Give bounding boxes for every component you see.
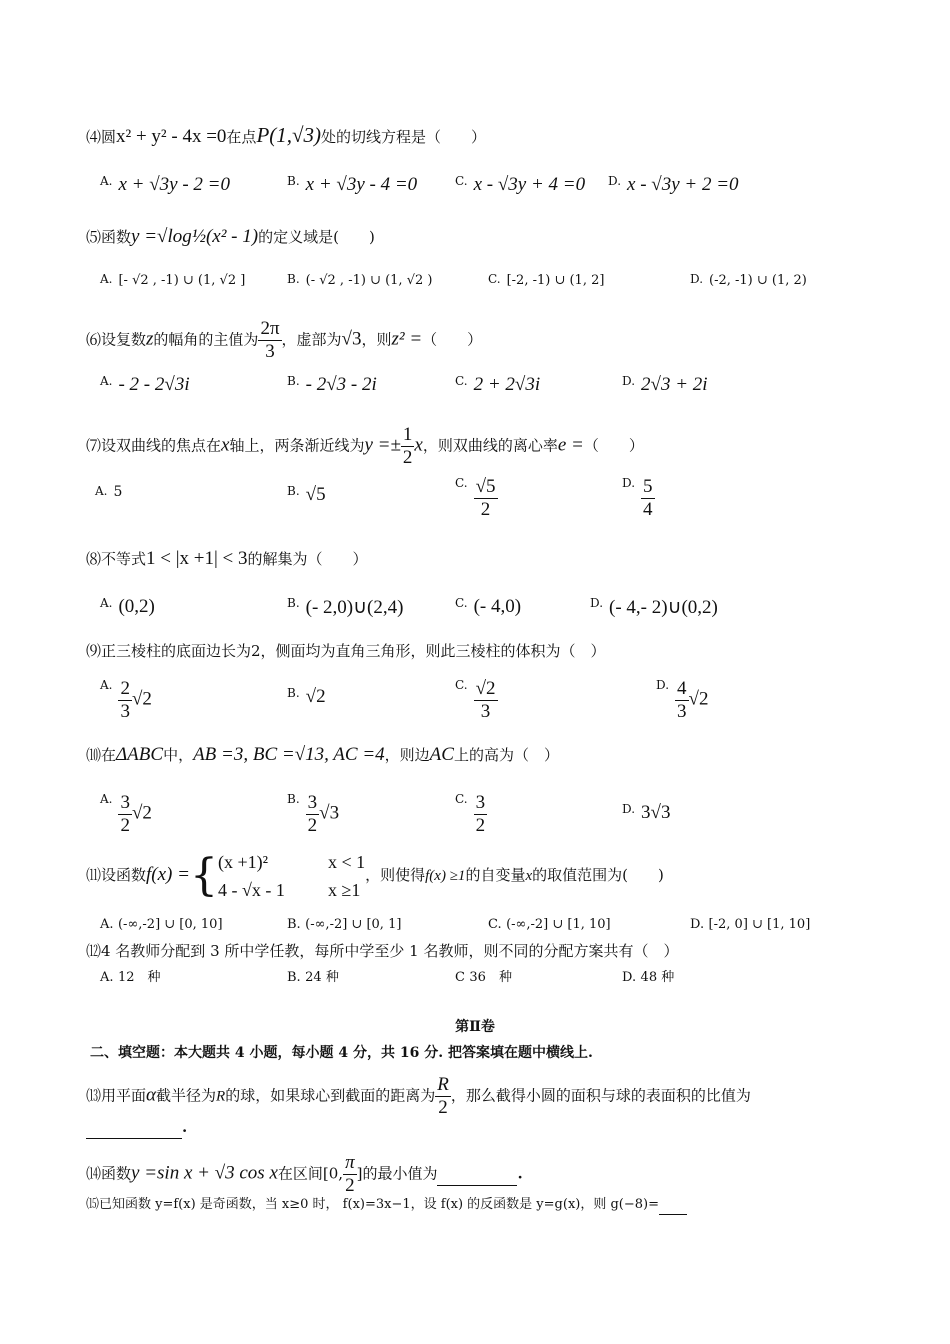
q6-imag: √3 (341, 328, 362, 350)
q6-suffix: （ ） (422, 330, 483, 349)
q15-answer-blank[interactable] (659, 1192, 687, 1215)
q7-mid2: ，则双曲线的离心率 (422, 436, 558, 455)
option-label: C. (455, 476, 468, 490)
option-label: B. (287, 272, 300, 286)
question-10 (86, 744, 950, 766)
q7-suffix: （ ） (583, 436, 644, 455)
denominator: 2 (438, 1097, 448, 1118)
q10-option-b[interactable] (287, 792, 339, 837)
option-value: 2 + 2√3i (473, 374, 541, 395)
denominator: 2 (402, 447, 413, 468)
numerator: √5 (475, 476, 496, 497)
numerator: 1 (402, 424, 413, 445)
q7-eq: y =± (364, 434, 401, 456)
q11-option-c[interactable] (488, 916, 611, 932)
q13-prefix: ⒀用平面 (86, 1086, 147, 1105)
question-11 (86, 846, 950, 905)
denominator: 3 (480, 701, 491, 722)
q8-option-a[interactable] (100, 596, 155, 618)
option-value: (- 2,0)∪(2,4) (305, 597, 404, 618)
option-label: C. (488, 272, 501, 286)
q7-mid: 轴上，两条渐近线为 (229, 436, 365, 455)
q12-option-d[interactable] (622, 966, 674, 985)
q11-piecewise (218, 848, 365, 904)
q10-side: AC (429, 744, 454, 765)
q6-mid2: ，虚部为 (281, 330, 342, 349)
q6-target: z² = (391, 328, 423, 350)
q4-option-d[interactable] (608, 174, 739, 196)
question-9 (86, 640, 950, 662)
question-5 (86, 226, 950, 248)
option-value: 12 种 (117, 970, 161, 985)
q12-option-c[interactable] (455, 966, 512, 985)
option-tail: √3 (319, 802, 340, 824)
q4-prefix: ⑷圆 (86, 128, 117, 146)
option-label: B. (287, 174, 300, 188)
option-value: x - √3y + 2 =0 (627, 174, 739, 195)
option-value: 36 种 (469, 970, 512, 985)
q10-option-d[interactable] (622, 802, 670, 824)
q8-option-c[interactable] (455, 596, 521, 618)
option-value: (- √2 , -1) ∪ (1, √2 ) (305, 273, 433, 288)
option-label: D. (656, 678, 670, 692)
option-value: 24 种 (305, 970, 339, 985)
q14-interval-right: ] (356, 1164, 363, 1183)
option-label: D. (608, 174, 622, 188)
q11-prefix: ⑾设函数 (86, 866, 147, 884)
numerator: 5 (643, 476, 653, 497)
q4-point: P(1,√3) (256, 123, 322, 147)
option-value: (- 4,0) (473, 596, 522, 617)
option-label: D. (622, 476, 636, 490)
numerator: √2 (475, 678, 496, 699)
numerator: 4 (677, 678, 687, 699)
q14-end: . (517, 1164, 523, 1183)
q11-cond2: x ≥1 (327, 880, 361, 900)
q10-triangle: ΔABC (116, 744, 164, 765)
option-tail: √2 (131, 688, 152, 710)
q10-mid2: ，则边 (384, 746, 430, 764)
q14-suffix: 的最小值为 (362, 1164, 438, 1183)
q4-mid: 在点 (226, 128, 257, 146)
q4-option-c[interactable] (455, 174, 585, 196)
q5-suffix: 的定义域是( ) (258, 228, 375, 246)
q13-mid2: 的球，如果球心到截面的距离为 (225, 1086, 436, 1105)
q4-suffix: 处的切线方程是（ ） (321, 128, 487, 146)
q10-conditions: AB =3, BC =√13, AC =4 (193, 744, 385, 765)
option-value: 3√3 (641, 802, 671, 823)
q6-option-d[interactable] (622, 374, 708, 396)
q5-prefix: ⑸函数 (86, 228, 132, 246)
option-label: B. (287, 970, 301, 985)
option-value: 2√3 + 2i (641, 374, 708, 395)
option-label: B. (287, 917, 301, 932)
option-value: (- 4,- 2)∪(0,2) (609, 597, 718, 618)
q13-end: . (182, 1118, 188, 1136)
option-value: [- √2 , -1) ∪ (1, √2 ] (118, 273, 246, 288)
option-label: A. (100, 970, 114, 985)
denominator: 2 (307, 815, 318, 836)
q7-target: e = (557, 434, 584, 456)
q11-inequality: f(x) ≥1 (425, 868, 466, 884)
q6-prefix: ⑹设复数 (86, 330, 147, 349)
q4-option-a[interactable] (100, 174, 230, 196)
option-label: C (455, 970, 465, 985)
question-6 (86, 318, 950, 363)
q5-option-c[interactable] (488, 272, 604, 288)
q14-prefix: ⒁函数 (86, 1164, 132, 1183)
option-fraction (641, 476, 655, 521)
q11-piece1: (x +1)² (217, 852, 268, 872)
option-fraction (474, 792, 488, 837)
q6-option-a[interactable] (100, 374, 190, 396)
option-value: [-2, 0] ∪ [1, 10] (708, 917, 811, 932)
option-label: C. (455, 374, 468, 388)
option-label: D. (622, 802, 636, 816)
numerator: 3 (475, 792, 486, 813)
numerator: 3 (120, 792, 130, 813)
option-label: C. (488, 917, 502, 932)
q7-option-b[interactable] (287, 484, 326, 506)
q11-fx: f(x) = (146, 864, 190, 885)
numerator: 2π (260, 318, 280, 339)
option-label: C. (455, 596, 468, 610)
q8-option-b[interactable] (287, 596, 403, 619)
q9-option-d[interactable] (656, 678, 708, 723)
denominator: 3 (265, 341, 275, 362)
section-heading: 二、填空题：本大题共 4 小题，每小题 4 分，共 16 分. 把答案填在题中横线上. (90, 1045, 593, 1061)
question-4 (86, 124, 950, 148)
q13-alpha: α (146, 1084, 156, 1106)
q11-cond1: x < 1 (327, 852, 366, 872)
option-fraction (675, 678, 689, 723)
option-label: A. (100, 596, 113, 610)
option-label: A. (100, 678, 113, 692)
q6-option-c[interactable] (455, 374, 540, 396)
denominator: 2 (480, 499, 491, 520)
option-value: 48 种 (640, 970, 675, 985)
option-label: A. (100, 272, 113, 286)
q7-eq2: x (414, 434, 423, 456)
numerator: R (437, 1074, 449, 1095)
q6-option-b[interactable] (287, 374, 377, 396)
q7-option-a[interactable] (95, 484, 122, 500)
option-tail: √2 (688, 688, 709, 710)
q11-var: x (525, 868, 533, 884)
option-value: - 2 - 2√3i (118, 374, 190, 395)
q10-option-c[interactable] (455, 792, 487, 837)
option-label: A. (95, 484, 108, 498)
q11-option-a[interactable] (100, 916, 223, 932)
q4-option-b[interactable] (287, 174, 417, 196)
option-value: √2 (305, 686, 326, 707)
q7-option-d[interactable] (622, 476, 655, 521)
q8-option-d[interactable] (590, 596, 718, 619)
q7-slope-fraction (401, 424, 415, 469)
q6-arg-fraction (258, 318, 281, 363)
q5-function: y =√log½(x² - 1) (131, 226, 259, 247)
option-label: A. (100, 174, 113, 188)
q13-answer-line (86, 1116, 950, 1139)
option-value: - 2√3 - 2i (305, 374, 377, 395)
q5-option-b[interactable] (287, 272, 432, 288)
q13-distance-fraction (435, 1074, 451, 1119)
option-fraction (118, 792, 132, 837)
left-brace-icon: { (189, 850, 218, 901)
option-label: B. (287, 374, 300, 388)
q6-mid: 的幅角的主值为 (153, 330, 259, 349)
q7-option-c[interactable] (455, 476, 498, 521)
option-label: B. (287, 792, 300, 806)
q13-answer-blank[interactable] (86, 1116, 182, 1139)
option-value: (-2, -1) ∪ (1, 2) (709, 273, 807, 288)
option-fraction (474, 678, 498, 723)
option-value: (-∞,-2] ∪ [1, 10] (506, 917, 611, 932)
option-label: C. (455, 174, 468, 188)
numerator: π (345, 1152, 355, 1173)
q8-prefix: ⑻不等式 (86, 550, 147, 568)
q11-piece2: 4 - √x - 1 (217, 880, 285, 900)
q15-text: ⒂已知函数 y=f(x) 是奇函数，当 x≥0 时， f(x)=3x−1，设 f(x) 的反函数是 y=g(x)，则 g(−8)= (86, 1197, 659, 1212)
q10-mid: 中， (163, 746, 194, 764)
option-value: √5 (305, 484, 326, 505)
q8-inequality: 1 < |x +1| < 3 (146, 548, 248, 569)
denominator: 4 (643, 499, 653, 520)
q12-text: ⑿4 名教师分配到 3 所中学任教，每所中学至少 1 名教师，则不同的分配方案共有（ ） (86, 942, 679, 960)
question-7 (86, 424, 950, 469)
option-value: (-∞,-2] ∪ [0, 1] (305, 917, 402, 932)
denominator: 2 (345, 1175, 355, 1196)
q13-mid: 截半径为 (156, 1086, 217, 1105)
option-value: (0,2) (118, 596, 155, 617)
q9-option-a[interactable] (100, 678, 152, 723)
option-label: D. (622, 374, 636, 388)
option-label: B. (287, 596, 300, 610)
q9-text: ⑼正三棱柱的底面边长为2，侧面均为直角三角形，则此三棱柱的体积为（ ） (86, 642, 606, 660)
q6-mid3: ，则 (361, 330, 392, 349)
section-title: 第Ⅱ卷 (455, 1019, 495, 1035)
option-label: B. (287, 686, 300, 700)
q9-option-b[interactable] (287, 686, 326, 708)
option-fraction (474, 476, 498, 521)
option-label: A. (100, 374, 113, 388)
option-label: D. (690, 917, 705, 932)
q13-suffix: ，那么截得小圆的面积与球的表面积的比值为 (450, 1086, 751, 1105)
option-label: A. (100, 792, 113, 806)
denominator: 2 (120, 815, 130, 836)
q14-function: y =sin x + √3 cos x (131, 1162, 278, 1184)
q14-interval-fraction (343, 1152, 357, 1197)
option-fraction (306, 792, 320, 837)
q14-mid: 在区间 (277, 1164, 323, 1183)
q11-mid: ，则使得 (365, 866, 426, 884)
option-label: C. (455, 792, 468, 806)
q11-option-d[interactable] (690, 916, 810, 932)
option-label: D. (590, 596, 604, 610)
q7-var: x (221, 434, 230, 456)
q10-option-a[interactable] (100, 792, 152, 837)
q9-option-c[interactable] (455, 678, 498, 723)
q5-option-a[interactable] (100, 272, 245, 288)
option-value: x + √3y - 2 =0 (118, 174, 230, 195)
option-label: D. (622, 970, 637, 985)
option-label: B. (287, 484, 300, 498)
q13-radius: R (216, 1088, 226, 1105)
numerator: 3 (307, 792, 318, 813)
option-value: (-∞,-2] ∪ [0, 10] (117, 917, 223, 932)
q7-prefix: ⑺设双曲线的焦点在 (86, 436, 222, 455)
question-13 (86, 1074, 950, 1119)
option-value: [-2, -1) ∪ (1, 2] (506, 273, 605, 288)
question-14 (86, 1152, 950, 1197)
q5-option-d[interactable] (690, 272, 807, 288)
q10-suffix: 上的高为（ ） (453, 746, 559, 764)
denominator: 3 (677, 701, 687, 722)
option-label: D. (690, 272, 704, 286)
q4-circle-equation: x² + y² - 4x =0 (116, 126, 227, 147)
option-value: 5 (113, 484, 123, 500)
option-fraction (118, 678, 132, 723)
option-tail: √2 (131, 802, 152, 824)
q10-prefix: ⑽在 (86, 746, 117, 764)
q11-mid2: 的自变量 (465, 866, 526, 884)
q14-answer-blank[interactable] (437, 1163, 517, 1186)
option-value: x + √3y - 4 =0 (305, 174, 418, 195)
denominator: 3 (120, 701, 130, 722)
question-12 (86, 940, 950, 962)
denominator: 2 (475, 815, 486, 836)
question-8 (86, 548, 950, 570)
q14-interval-left: [0, (322, 1164, 344, 1183)
q11-suffix: 的取值范围为( ) (532, 866, 664, 884)
question-15 (86, 1192, 950, 1216)
q11-option-b[interactable] (287, 916, 401, 932)
option-value: x - √3y + 4 =0 (473, 174, 586, 195)
option-label: A. (100, 917, 114, 932)
q12-option-b[interactable] (287, 966, 339, 985)
q6-var: z (146, 328, 154, 350)
q12-option-a[interactable] (100, 966, 161, 985)
numerator: 2 (120, 678, 130, 699)
option-label: C. (455, 678, 468, 692)
q8-suffix: 的解集为（ ） (247, 550, 368, 568)
